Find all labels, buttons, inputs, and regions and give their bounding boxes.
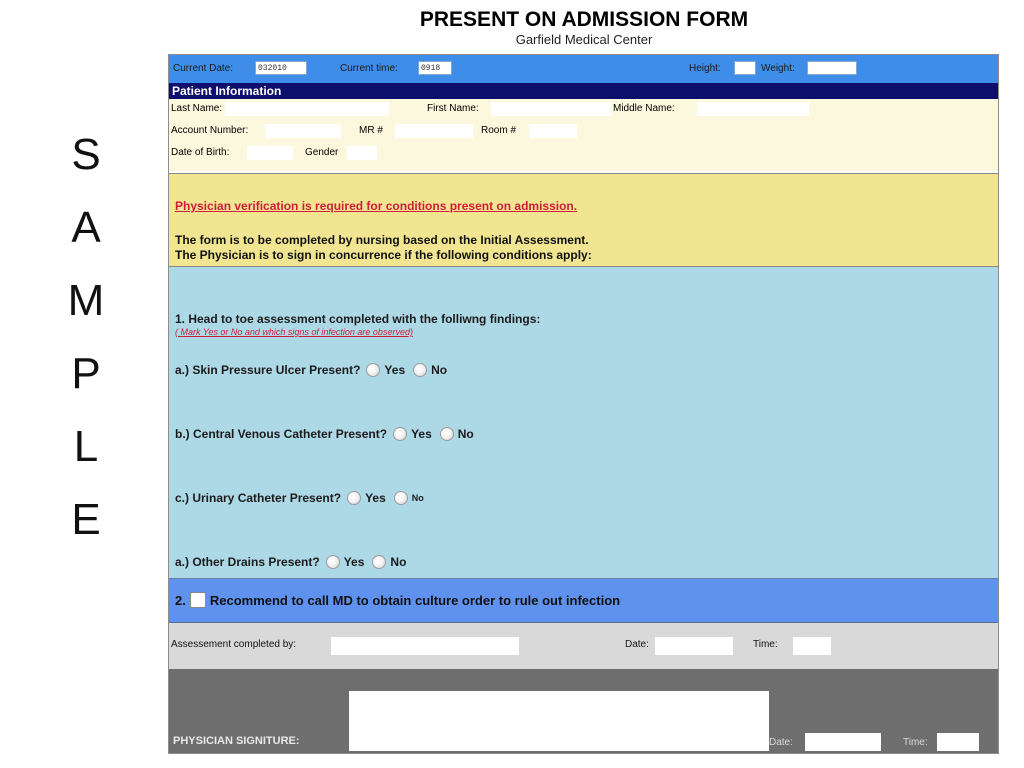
physician-time-field[interactable] xyxy=(937,733,979,751)
question-label: c.) Urinary Catheter Present? xyxy=(175,491,342,505)
watermark-letter: P xyxy=(71,349,101,398)
physician-notice xyxy=(169,173,998,267)
last-name-label: Last Name: xyxy=(171,103,223,114)
watermark-letter: S xyxy=(71,130,101,179)
weight-label: Weight: xyxy=(761,63,795,74)
admission-form xyxy=(168,54,999,754)
verification-warning: Physician verification is required for conditions present on admission. xyxy=(175,199,578,213)
assessment-completed-section xyxy=(169,623,998,669)
form-title: PRESENT ON ADMISSION FORM xyxy=(419,8,749,31)
yes-radio[interactable] xyxy=(326,555,340,569)
account-number-field[interactable] xyxy=(265,124,341,138)
no-radio[interactable] xyxy=(440,427,454,441)
physician-signature-field[interactable] xyxy=(349,691,769,751)
middle-name-field[interactable] xyxy=(697,102,809,116)
assessment-time-label: Time: xyxy=(753,639,778,650)
notice-line-2: The Physician is to sign in concurrence if the following conditions apply: xyxy=(175,248,592,262)
watermark-letter: L xyxy=(73,422,99,471)
room-field[interactable] xyxy=(529,124,577,138)
recommend-label: Recommend to call MD to obtain culture order to rule out infection xyxy=(209,592,621,608)
yes-label: Yes xyxy=(365,491,386,505)
account-number-label: Account Number: xyxy=(171,125,249,136)
question-label: b.) Central Venous Catheter Present? xyxy=(175,427,388,441)
weight-field[interactable] xyxy=(807,61,857,75)
physician-signature-label: PHYSICIAN SIGNITURE: xyxy=(173,735,300,747)
gender-label: Gender xyxy=(305,147,339,158)
form-subtitle: Garfield Medical Center xyxy=(515,32,653,47)
no-radio[interactable] xyxy=(413,363,427,377)
recommend-checkbox[interactable] xyxy=(190,592,206,608)
yes-label: Yes xyxy=(384,363,406,377)
mr-field[interactable] xyxy=(395,124,473,138)
assessment-note: ( Mark Yes or No and which signs of infection are observed) xyxy=(175,327,413,337)
question-other-drains xyxy=(175,553,408,571)
assessment-heading: 1. Head to toe assessment completed with the folliwng findings: xyxy=(175,312,541,326)
question-urinary-catheter xyxy=(175,489,426,507)
gender-field[interactable] xyxy=(347,146,377,160)
notice-line-1: The form is to be completed by nursing based on the Initial Assessment. xyxy=(175,233,589,247)
assessment-date-field[interactable] xyxy=(655,637,733,655)
patient-info-section xyxy=(169,99,998,171)
yes-radio[interactable] xyxy=(366,363,380,377)
yes-label: Yes xyxy=(411,427,432,441)
current-date-label: Current Date: xyxy=(173,63,234,74)
no-label: No xyxy=(411,493,424,503)
no-radio[interactable] xyxy=(372,555,386,569)
recommend-row xyxy=(175,592,620,608)
no-label: No xyxy=(457,427,474,441)
no-label: No xyxy=(390,555,407,569)
recommendation-section xyxy=(169,579,998,623)
first-name-field[interactable] xyxy=(491,102,611,116)
assessment-date-label: Date: xyxy=(625,639,649,650)
assessed-by-field[interactable] xyxy=(331,637,519,655)
question-label: a.) Other Drains Present? xyxy=(175,555,320,569)
physician-time-label: Time: xyxy=(903,737,928,748)
dob-field[interactable] xyxy=(247,146,293,160)
watermark-letter: E xyxy=(71,495,101,544)
recommend-number: 2. xyxy=(175,592,186,608)
assessed-by-label: Assessement completed by: xyxy=(171,639,297,650)
sample-watermark xyxy=(56,118,116,556)
physician-date-field[interactable] xyxy=(805,733,881,751)
no-label: No xyxy=(431,363,448,377)
question-skin-ulcer xyxy=(175,361,449,379)
last-name-field[interactable] xyxy=(225,102,389,116)
assessment-time-field[interactable] xyxy=(793,637,831,655)
physician-signature-section xyxy=(169,669,998,753)
top-bar xyxy=(169,55,998,83)
mr-label: MR # xyxy=(359,125,383,136)
current-time-label: Current time: xyxy=(340,63,398,74)
yes-label: Yes xyxy=(343,555,365,569)
question-central-venous-catheter xyxy=(175,425,476,443)
height-label: Height: xyxy=(689,63,721,74)
assessment-section xyxy=(169,267,998,579)
current-time-field[interactable]: 0918 xyxy=(418,61,452,75)
dob-label: Date of Birth: xyxy=(171,147,230,158)
room-label: Room # xyxy=(481,125,517,136)
physician-date-label: Date: xyxy=(769,737,793,748)
yes-radio[interactable] xyxy=(347,491,361,505)
current-date-field[interactable]: 032010 xyxy=(255,61,307,75)
middle-name-label: Middle Name: xyxy=(613,103,675,114)
watermark-letter: M xyxy=(67,276,105,325)
watermark-letter: A xyxy=(71,203,101,252)
first-name-label: First Name: xyxy=(427,103,479,114)
patient-info-header: Patient Information xyxy=(169,83,998,99)
question-label: a.) Skin Pressure Ulcer Present? xyxy=(175,363,361,377)
yes-radio[interactable] xyxy=(393,427,407,441)
height-field[interactable] xyxy=(734,61,756,75)
no-radio[interactable] xyxy=(394,491,408,505)
